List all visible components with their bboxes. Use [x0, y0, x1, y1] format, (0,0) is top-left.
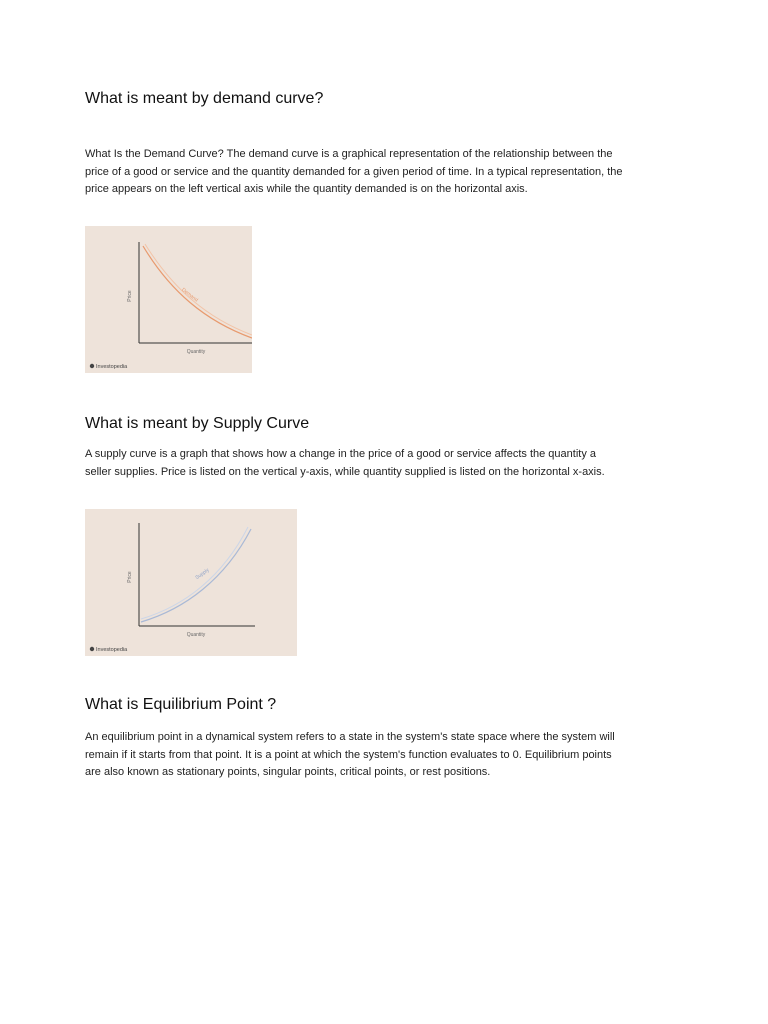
- demand-curve-heading: What is meant by demand curve?: [85, 90, 324, 107]
- supply-figure-brand: Investopedia: [96, 647, 128, 653]
- investopedia-logo-icon: [90, 364, 94, 368]
- supply-curve-shadow: [141, 527, 248, 619]
- demand-curve-line: [143, 246, 252, 338]
- equilibrium-point-paragraph: An equilibrium point in a dynamical system refers to a state in the system's state space where the system will remain if it starts from that point. It is a point at which the system's function evaluates to 0. Equilibrium points are also known as stationary points, singular points, critical points, or rest positions.: [85, 731, 615, 778]
- demand-curve-figure: [85, 226, 252, 373]
- demand-y-axis-label: Price: [127, 290, 133, 302]
- supply-curve-figure: [85, 509, 297, 656]
- investopedia-logo-icon: [90, 647, 94, 651]
- supply-curve-paragraph: A supply curve is a graph that shows how a change in the price of a good or service affects the quantity a seller supplies. Price is listed on the vertical y-axis, while quantity supplied is listed on the horizontal x-axis.: [85, 448, 605, 478]
- supply-curve-heading: What is meant by Supply Curve: [85, 415, 310, 432]
- demand-curve-label: Demand: [180, 287, 199, 304]
- equilibrium-point-heading: What is Equilibrium Point ?: [85, 696, 277, 713]
- supply-x-axis-label: Quantity: [186, 632, 206, 638]
- demand-curve-paragraph: What Is the Demand Curve? The demand curve is a graphical representation of the relationship between the price of a good or service and the quantity demanded for a given period of time. In a typical representation, the price appears on the left vertical axis while the quantity demanded is on the horizontal axis.: [85, 148, 623, 195]
- demand-x-axis-label: Quantity: [186, 349, 206, 355]
- demand-figure-brand: Investopedia: [96, 364, 128, 370]
- supply-curve-label: Supply: [194, 567, 211, 582]
- supply-y-axis-label: Price: [127, 571, 133, 583]
- demand-curve-shadow: [145, 244, 252, 335]
